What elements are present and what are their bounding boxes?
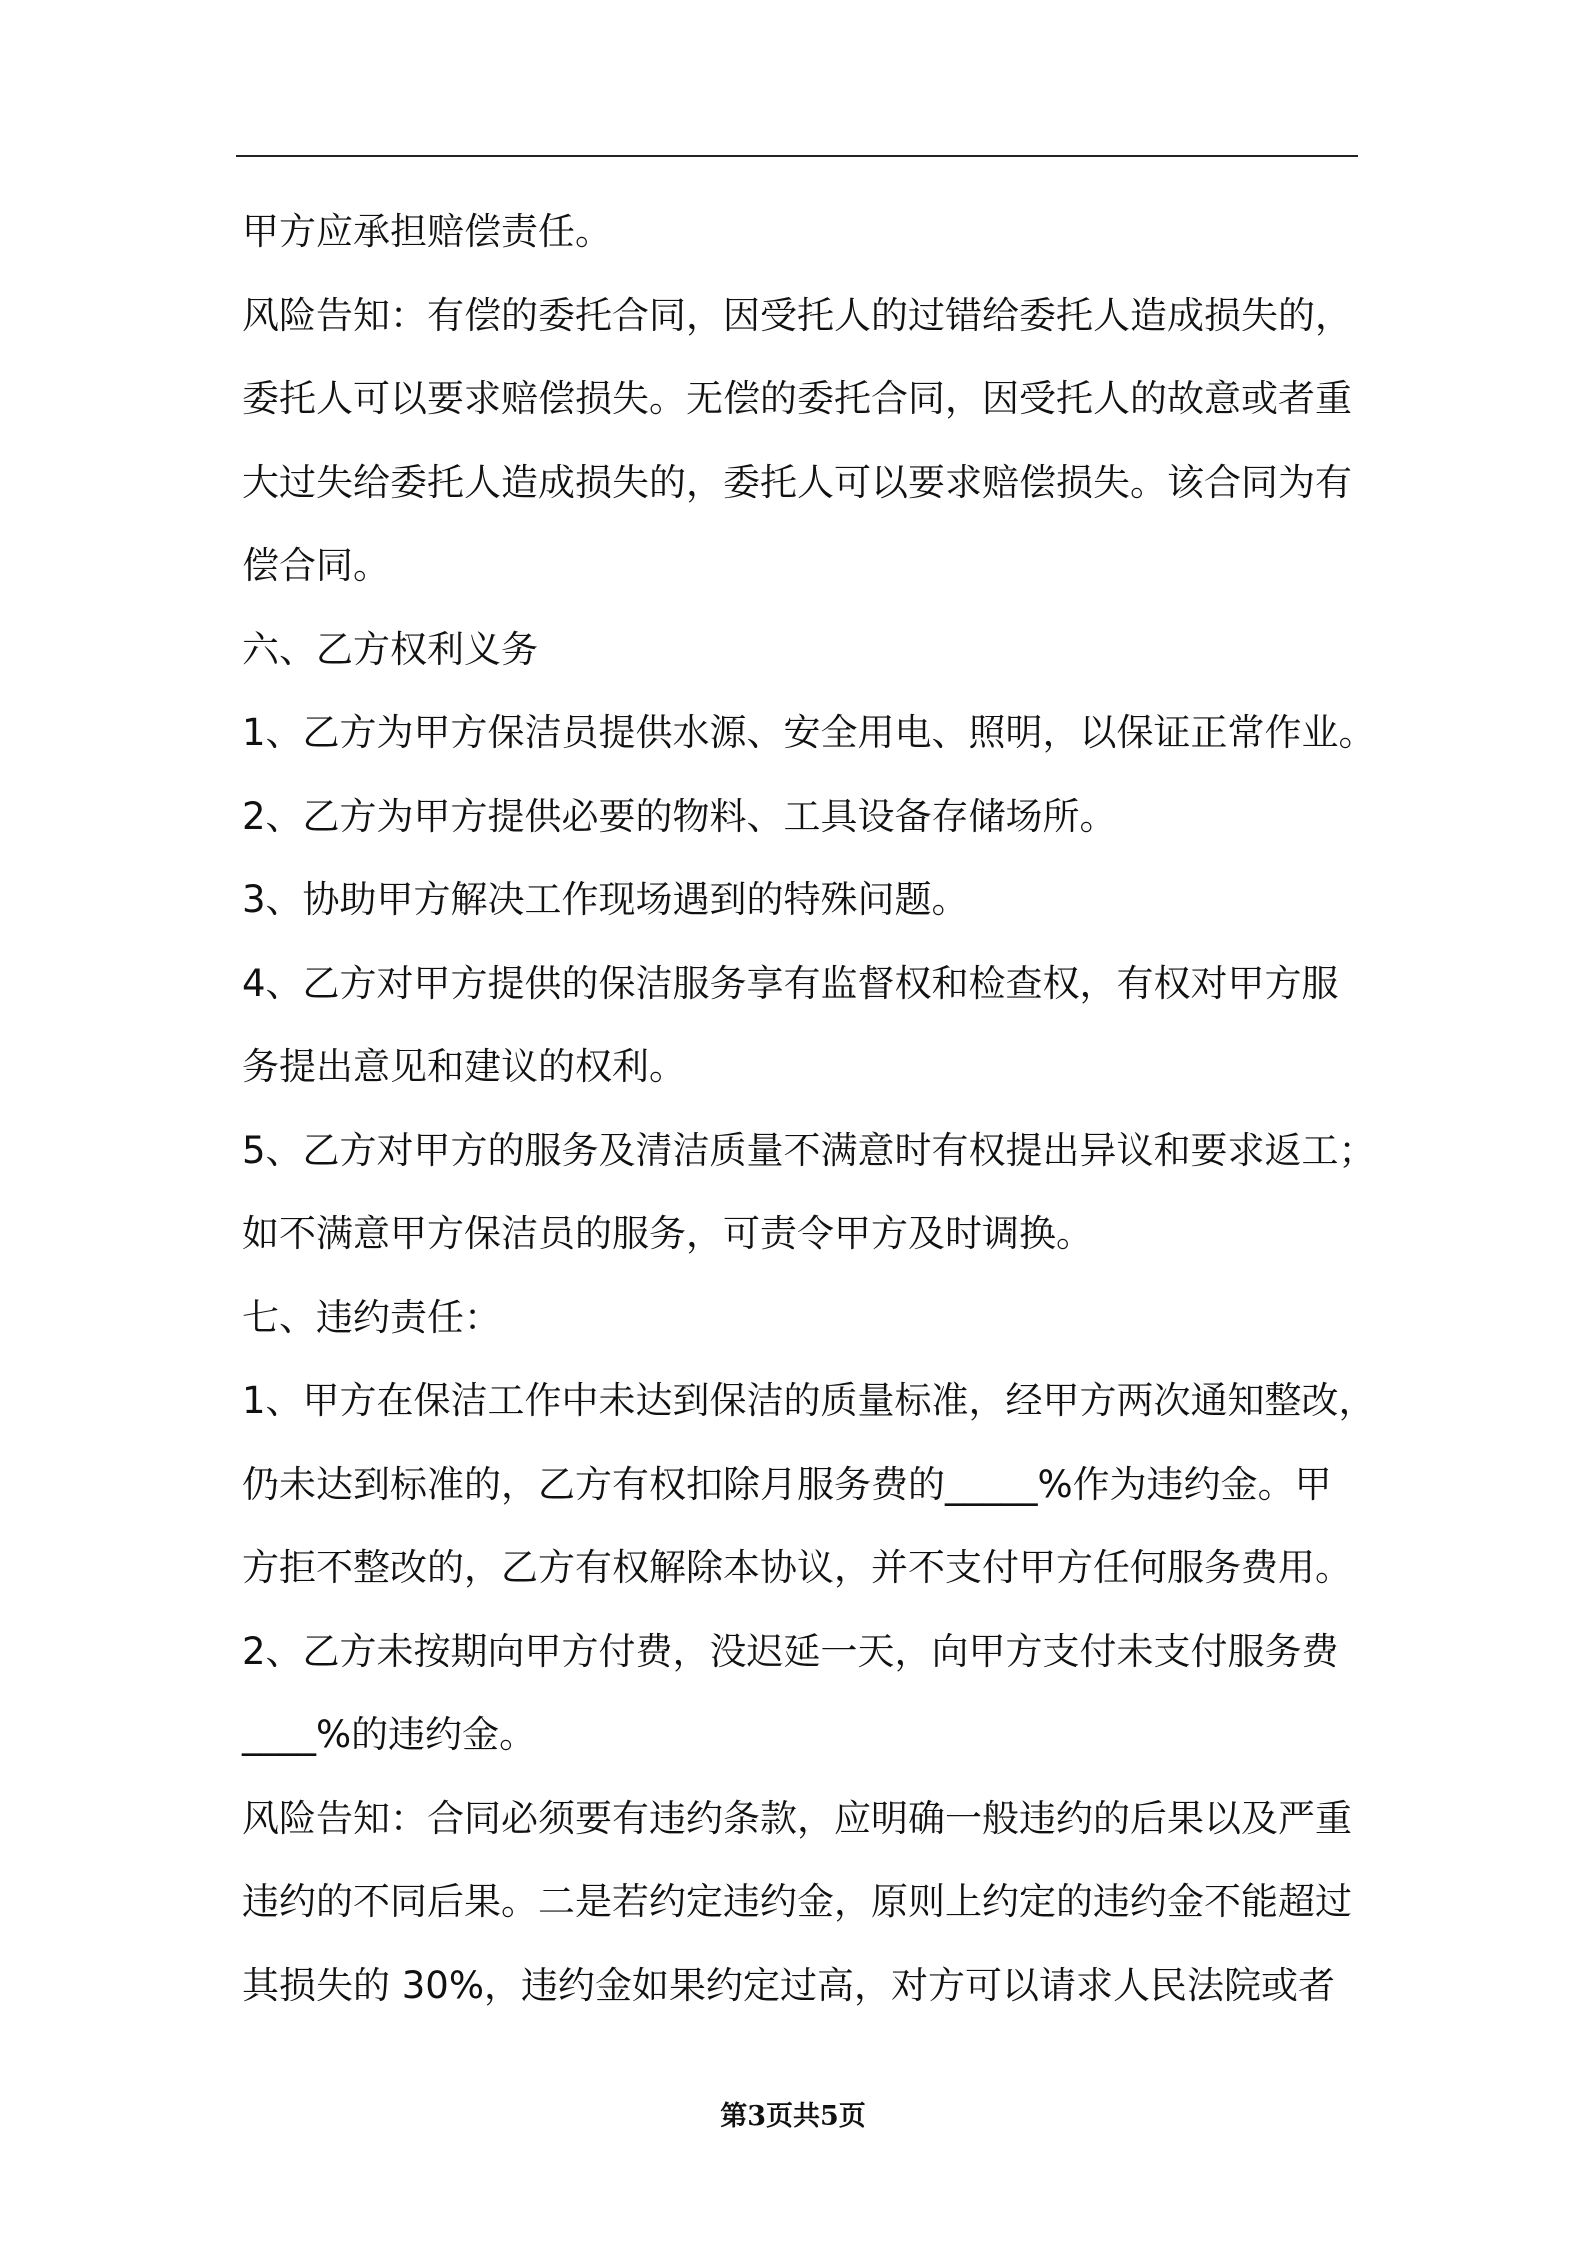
text-line-22: 其损失的 30%，违约金如果约定过高，对方可以请求人民法院或者 [242, 1963, 1335, 2007]
text-line-20: 风险告知：合同必须要有违约条款，应明确一般违约的后果以及严重 [242, 1796, 1352, 1840]
header-rule [236, 155, 1358, 157]
text-line-16: 仍未达到标准的，乙方有权扣除月服务费的_____%作为违约金。甲 [242, 1462, 1332, 1506]
text-line-1: 甲方应承担赔偿责任。 [242, 210, 612, 253]
text-line-8: 2、乙方为甲方提供必要的物料、工具设备存储场所。 [242, 794, 1117, 838]
text-line-2: 风险告知：有偿的委托合同，因受托人的过错给委托人造成损失的， [242, 293, 1352, 337]
section-heading-7: 七、违约责任： [242, 1295, 501, 1339]
text-line-19: ____%的违约金。 [242, 1713, 537, 1756]
text-line-10: 4、乙方对甲方提供的保洁服务享有监督权和检查权，有权对甲方服 [242, 961, 1339, 1005]
text-line-3: 委托人可以要求赔偿损失。无偿的委托合同，因受托人的故意或者重 [242, 377, 1352, 420]
text-line-5: 偿合同。 [242, 544, 390, 587]
document-body [242, 190, 1376, 2027]
text-line-21: 违约的不同后果。二是若约定违约金，原则上约定的违约金不能超过 [242, 1880, 1352, 1923]
text-line-13: 如不满意甲方保洁员的服务，可责令甲方及时调换。 [242, 1212, 1093, 1255]
text-line-11: 务提出意见和建议的权利。 [242, 1045, 686, 1088]
text-line-9: 3、协助甲方解决工作现场遇到的特殊问题。 [242, 878, 969, 921]
text-line-12: 5、乙方对甲方的服务及清洁质量不满意时有权提出异议和要求返工； [242, 1128, 1376, 1172]
section-heading-6: 六、乙方权利义务 [242, 627, 538, 671]
page-number: 第3页共5页 [720, 2101, 866, 2132]
text-line-17: 方拒不整改的，乙方有权解除本协议，并不支付甲方任何服务费用。 [242, 1546, 1352, 1589]
text-line-18: 2、乙方未按期向甲方付费，没迟延一天，向甲方支付未支付服务费 [242, 1629, 1339, 1673]
text-line-15: 1、甲方在保洁工作中未达到保洁的质量标准，经甲方两次通知整改， [242, 1379, 1376, 1422]
text-line-4: 大过失给委托人造成损失的，委托人可以要求赔偿损失。该合同为有 [242, 460, 1352, 504]
text-line-7: 1、乙方为甲方保洁员提供水源、安全用电、照明，以保证正常作业。 [242, 711, 1376, 754]
